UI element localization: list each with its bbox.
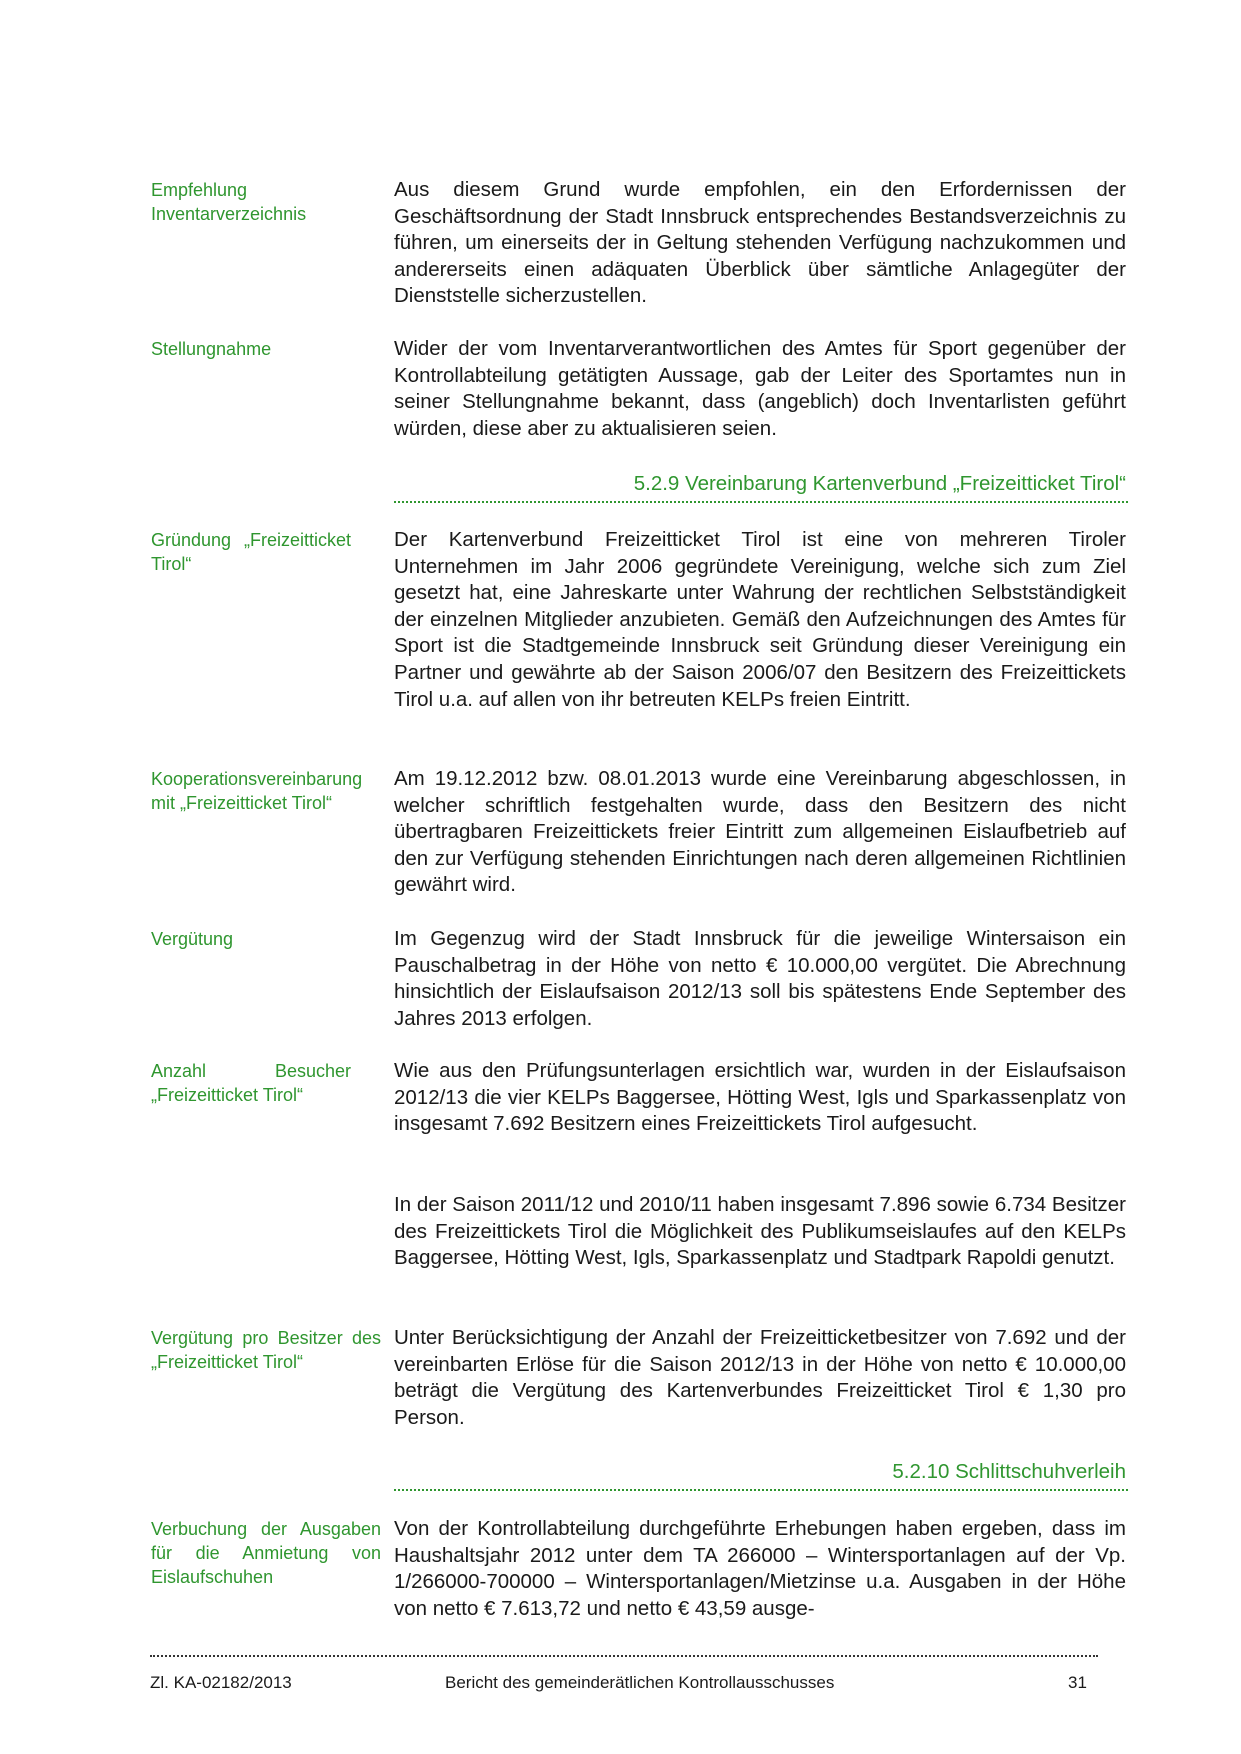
paragraph: Der Kartenverbund Freizeitticket Tirol ist eine von mehreren Tiroler Unternehmen im Jahr 2006 gegründete Vereinigung, welche sich zum Ziel gesetzt hat, eine Jahreskarte unter Wahrung der rechtlichen Selbstständigkeit der einzelnen Mitglieder anzubieten. Gemäß den Aufzeichnungen des Amtes für Sport ist die Stadtgemeinde Innsbruck seit Gründung dieser Vereinigung ein Partner und gewährte ab der Saison 2006/07 den Besitzern des Freizeittickets Tirol u.a. auf allen von ihr betreuten KELPs freien Eintritt.	[394, 528, 1126, 711]
page-number: 31	[1068, 1673, 1087, 1692]
paragraph: Unter Berücksichtigung der Anzahl der Freizeitticketbesitzer von 7.692 und der vereinbarten Erlöse für die Saison 2012/13 in der Höhe von netto € 10.000,00 beträgt die Vergütung des Kartenverbundes Freizeitticket Tirol € 1,30 pro Person.	[394, 1326, 1126, 1429]
paragraph: Im Gegenzug wird der Stadt Innsbruck für die jeweilige Wintersaison ein Pauschalbetrag in der Höhe von netto € 10.000,00 vergütet. Die Abrechnung hinsichtlich der Eislaufsaison 2012/13 soll bis spätestens Ende September des Jahres 2013 erfolgen.	[394, 927, 1126, 1030]
margin-label: Empfehlung Inventarverzeichnis	[151, 180, 307, 224]
margin-label: Stellungnahme	[151, 339, 272, 359]
margin-label: Vergütung pro Besitzer des „Freizeitticket Tirol“	[151, 1328, 381, 1372]
margin-label: Vergütung	[151, 929, 234, 949]
paragraph: Von der Kontrollabteilung durchgeführte Erhebungen haben ergeben, dass im Haushaltsjahr 2012 unter dem TA 266000 – Wintersportanlagen auf der Vp. 1/266000-700000 – Wintersportanlagen/Mietzinse u.a. Ausgaben in der Höhe von netto € 7.613,72 und netto € 43,59 ausge-	[394, 1517, 1126, 1620]
heading-divider	[394, 501, 1128, 503]
paragraph: Aus diesem Grund wurde empfohlen, ein den Erfordernissen der Geschäftsordnung der Stadt Innsbruck entsprechendes Bestandsverzeichnis zu führen, um einerseits der in Geltung stehenden Verfügung nachzukommen und andererseits einen adäquaten Überblick über sämtliche Anlagegüter der Dienststelle sicherzustellen.	[394, 178, 1126, 308]
margin-label: Gründung „Freizeitticket Tirol“	[151, 530, 351, 574]
footer-reference: Zl. KA-02182/2013	[150, 1673, 292, 1692]
paragraph: Wie aus den Prüfungsunterlagen ersichtlich war, wurden in der Eislaufsaison 2012/13 die vier KELPs Baggersee, Hötting West, Igls und Sparkassenplatz von insgesamt 7.692 Besitzern eines Freizeittickets Tirol aufgesucht.	[394, 1059, 1126, 1136]
section-heading-5-2-9: 5.2.9 Vereinbarung Kartenverbund „Freizeitticket Tirol“	[633, 472, 1126, 495]
paragraph: In der Saison 2011/12 und 2010/11 haben insgesamt 7.896 sowie 6.734 Besitzer des Freizeittickets Tirol die Möglichkeit des Publikumseislaufes auf den KELPs Baggersee, Hötting West, Igls, Sparkassenplatz und Stadtpark Rapoldi genutzt.	[394, 1193, 1126, 1270]
margin-label: Kooperationsvereinbarung mit „Freizeitticket Tirol“	[151, 769, 363, 813]
footer-title: Bericht des gemeinderätlichen Kontrollausschusses	[445, 1673, 835, 1692]
footer-divider	[150, 1655, 1098, 1657]
margin-label: Verbuchung der Ausgaben für die Anmietung von Eislaufschuhen	[151, 1519, 381, 1587]
heading-divider	[394, 1489, 1128, 1491]
margin-label: Anzahl Besucher „Freizeitticket Tirol“	[151, 1061, 351, 1105]
paragraph: Am 19.12.2012 bzw. 08.01.2013 wurde eine Vereinbarung abgeschlossen, in welcher schriftlich festgehalten wurde, dass den Besitzern des nicht übertragbaren Freizeittickets freier Eintritt zum allgemeinen Eislaufbetrieb auf den zur Verfügung stehenden Einrichtungen nach deren allgemeinen Richtlinien gewährt wird.	[394, 767, 1126, 897]
section-heading-5-2-10: 5.2.10 Schlittschuhverleih	[892, 1460, 1126, 1483]
paragraph: Wider der vom Inventarverantwortlichen des Amtes für Sport gegenüber der Kontrollabteilung getätigten Aussage, gab der Leiter des Sportamtes nun in seiner Stellungnahme bekannt, dass (angeblich) doch Inventarlisten geführt würden, diese aber zu aktualisieren seien.	[394, 337, 1126, 440]
